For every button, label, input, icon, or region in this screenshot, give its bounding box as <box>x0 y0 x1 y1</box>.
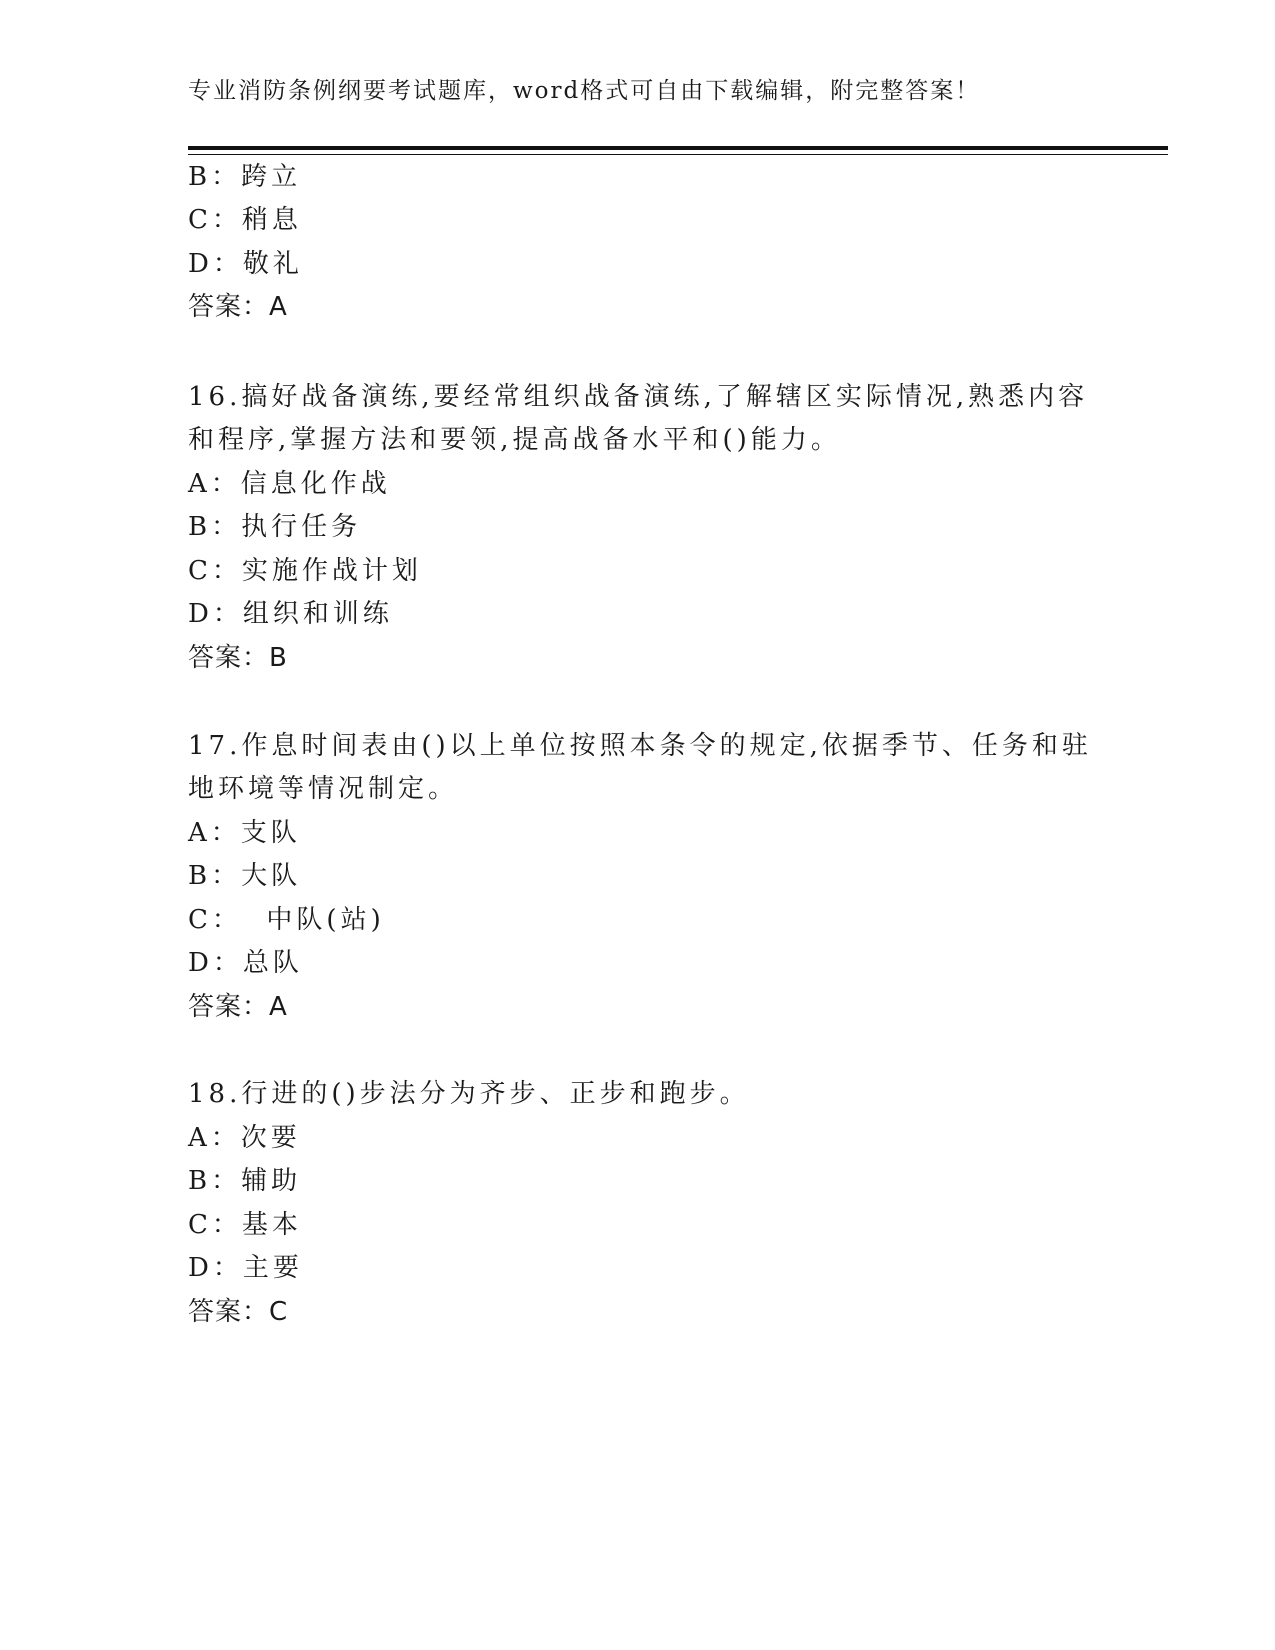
answer: 答案：A <box>188 292 288 322</box>
answer: 答案：C <box>188 1297 289 1327</box>
page-header: 专业消防条例纲要考试题库，word格式可自由下载编辑，附完整答案！ <box>188 78 981 104</box>
option-b: B：辅助 <box>188 1166 302 1196</box>
option-d: D：敬礼 <box>188 249 303 279</box>
option-d: D：主要 <box>188 1253 303 1283</box>
option-d: D：总队 <box>188 948 303 978</box>
header-divider-thin <box>188 154 1168 155</box>
option-c: C：实施作战计划 <box>188 556 422 586</box>
option-c: C： 中队(站) <box>188 905 385 935</box>
question-stem: 18.行进的()步法分为齐步、正步和跑步。 <box>188 1079 750 1109</box>
option-a: A：次要 <box>188 1123 301 1153</box>
header-divider-thick <box>188 146 1168 150</box>
option-c: C：基本 <box>188 1210 302 1240</box>
question-stem-continued: 地环境等情况制定。 <box>188 774 459 804</box>
question-stem: 16.搞好战备演练,要经常组织战备演练,了解辖区实际情况,熟悉内容 <box>188 382 1089 412</box>
option-b: B：执行任务 <box>188 512 362 542</box>
question-stem-continued: 和程序,掌握方法和要领,提高战备水平和()能力。 <box>188 425 841 455</box>
option-b: B：跨立 <box>188 162 302 192</box>
option-b: B：大队 <box>188 861 302 891</box>
answer: 答案：B <box>188 643 288 673</box>
option-a: A：支队 <box>188 818 301 848</box>
option-d: D：组织和训练 <box>188 599 393 629</box>
answer: 答案：A <box>188 992 288 1022</box>
question-stem: 17.作息时间表由()以上单位按照本条令的规定,依据季节、任务和驻 <box>188 731 1092 761</box>
option-a: A：信息化作战 <box>188 469 391 499</box>
option-c: C：稍息 <box>188 205 302 235</box>
